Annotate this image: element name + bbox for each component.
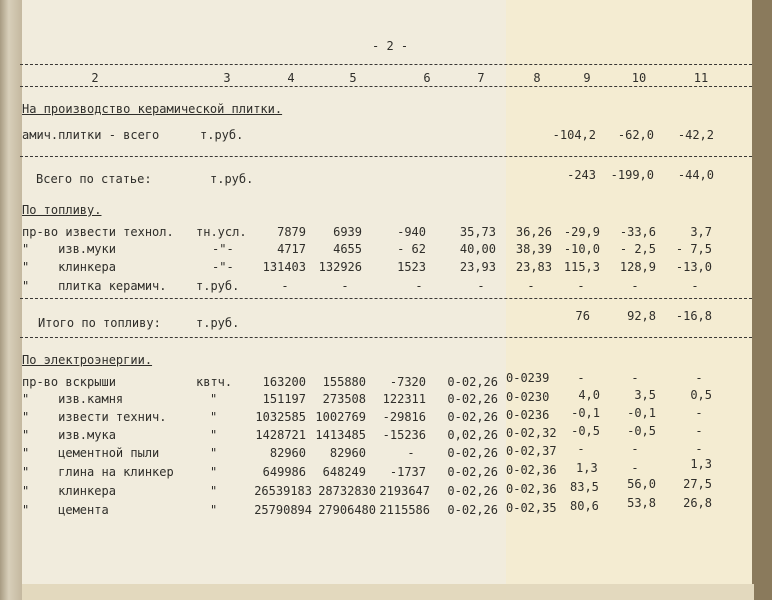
cell-col7: 0-02,26 [447, 446, 498, 460]
binder-edge [0, 0, 22, 600]
table-row-label: " клинкера [22, 484, 116, 498]
table-row-label: " клинкера [22, 260, 116, 274]
cell-col9: -0,5 [571, 424, 600, 438]
cell-col6: - [415, 279, 423, 293]
cell-col7: 35,73 [459, 225, 496, 239]
cell-col7: 23,93 [459, 260, 496, 274]
cell-col11: 3,7 [690, 225, 712, 239]
cell-col10: - 2,5 [619, 242, 656, 256]
cell-col9: - [577, 442, 585, 456]
cell-col8: 38,39 [515, 242, 552, 256]
cell-col10: -0,1 [627, 406, 656, 420]
table-row-label: " изв.камня [22, 392, 124, 406]
cell-col8: 0-02,35 [506, 501, 557, 515]
cell-col10: -33,6 [619, 225, 656, 239]
cell-col5: 1413485 [315, 428, 366, 442]
cell-col5: 28732830 [318, 484, 376, 498]
cell-col11: - [695, 424, 703, 438]
column-number-2: 2 [91, 71, 99, 85]
cell-col9: -104,2 [552, 128, 596, 142]
table-row-label: пр-во вскрыши [22, 375, 116, 389]
section-rule [20, 156, 752, 157]
cell-col9: -0,1 [571, 406, 600, 420]
section-heading-fuel: По топливу. [22, 203, 102, 217]
cell-col9: 80,6 [570, 499, 599, 513]
total-label: Всего по статье: [36, 172, 152, 186]
cell-col6: 1523 [397, 260, 426, 274]
cell-col9: 1,3 [576, 461, 598, 475]
total-unit: т.руб. [210, 172, 254, 186]
cell-col9: 115,3 [563, 260, 600, 274]
table-row-unit: -"- [212, 260, 234, 274]
total-col10: -199,0 [610, 168, 654, 182]
section-rule [20, 298, 752, 299]
cell-col10: 128,9 [619, 260, 656, 274]
cell-col11: - [691, 279, 699, 293]
cell-col8: 0-02,36 [506, 482, 557, 496]
cell-col4: 1428721 [255, 428, 306, 442]
cell-col7: 40,00 [459, 242, 496, 256]
cell-col6: -940 [397, 225, 426, 239]
table-row-label: пр-во извести технол. [22, 225, 174, 239]
table-row-unit: -"- [212, 242, 234, 256]
cell-col11: 26,8 [683, 496, 712, 510]
cell-col4: 25790894 [254, 503, 312, 517]
column-number-8: 8 [533, 71, 541, 85]
table-row-unit: " [210, 392, 218, 406]
cell-col10: - [631, 442, 639, 456]
total-col10: 92,8 [627, 309, 656, 323]
table-row-unit: " [210, 446, 218, 460]
column-number-4: 4 [287, 71, 295, 85]
cell-col4: 7879 [277, 225, 306, 239]
cell-col8: 0-0239 [506, 371, 550, 385]
table-row-label: " плитка керамич. [22, 279, 167, 293]
column-number-5: 5 [349, 71, 357, 85]
page-number: - 2 - [372, 39, 409, 53]
table-row-unit: " [210, 484, 218, 498]
cell-col11: -42,2 [677, 128, 714, 142]
scanner-background [752, 0, 772, 600]
cell-col10: -62,0 [617, 128, 654, 142]
column-number-6: 6 [423, 71, 431, 85]
cell-col5: - [341, 279, 349, 293]
cell-col9: - [577, 279, 585, 293]
header-rule-bottom [20, 86, 752, 87]
cell-col6: -1737 [389, 465, 426, 479]
total-col11: -16,8 [675, 309, 712, 323]
cell-col9: -29,9 [563, 225, 600, 239]
cell-col10: - [631, 279, 639, 293]
table-row-label: " глина на клинкер [22, 465, 174, 479]
column-number-11: 11 [693, 71, 709, 85]
column-number-9: 9 [583, 71, 591, 85]
table-row-unit: " [210, 428, 218, 442]
cell-col4: 151197 [262, 392, 306, 406]
cell-col5: 1002769 [315, 410, 366, 424]
column-number-3: 3 [223, 71, 231, 85]
row-unit: т.руб. [200, 128, 244, 142]
table-row-unit: тн.усл. [196, 225, 247, 239]
section-heading-electricity: По электроэнергии. [22, 353, 153, 367]
cell-col7: 0-02,26 [447, 503, 498, 517]
table-row-unit: т.руб. [196, 279, 240, 293]
cell-col10: - [631, 371, 639, 385]
cell-col6: - 62 [397, 242, 426, 256]
cell-col8: - [527, 279, 535, 293]
cell-col11: -13,0 [675, 260, 712, 274]
column-number-10: 10 [631, 71, 647, 85]
cell-col9: - [577, 371, 585, 385]
table-row-unit: " [210, 503, 218, 517]
cell-col6: - [407, 446, 415, 460]
cell-col4: 4717 [277, 242, 306, 256]
cell-col4: 649986 [262, 465, 306, 479]
cell-col4: - [281, 279, 289, 293]
cell-col8: 0-0236 [506, 408, 550, 422]
section-heading-ceramics: На производство керамической плитки. [22, 102, 283, 116]
cell-col11: - [695, 371, 703, 385]
cell-col5: 82960 [329, 446, 366, 460]
cell-col10: 56,0 [627, 477, 656, 491]
cell-col4: 26539183 [254, 484, 312, 498]
cell-col11: 0,5 [690, 388, 712, 402]
cell-col8: 0-0230 [506, 390, 550, 404]
cell-col9: -10,0 [563, 242, 600, 256]
cell-col8: 0-02,37 [506, 444, 557, 458]
cell-col8: 0-02,32 [506, 426, 557, 440]
cell-col11: - 7,5 [675, 242, 712, 256]
cell-col11: 27,5 [683, 477, 712, 491]
cell-col8: 0-02,36 [506, 463, 557, 477]
cell-col5: 273508 [322, 392, 366, 406]
cell-col4: 1032585 [255, 410, 306, 424]
table-row-unit: " [210, 410, 218, 424]
total-unit: т.руб. [196, 316, 240, 330]
cell-col6: 122311 [382, 392, 426, 406]
cell-col7: 0,02,26 [447, 428, 498, 442]
cell-col6: -7320 [389, 375, 426, 389]
cell-col7: 0-02,26 [447, 484, 498, 498]
table-row-label: " изв.муки [22, 242, 116, 256]
cell-col10: -0,5 [627, 424, 656, 438]
table-row-label: " извести технич. [22, 410, 167, 424]
cell-col7: 0-02,26 [447, 410, 498, 424]
table-row-label: " цементной пыли [22, 446, 160, 460]
cell-col7: 0-02,26 [447, 375, 498, 389]
row-label: амич.плитки - всего [22, 128, 160, 142]
cell-col5: 6939 [333, 225, 362, 239]
cell-col10: - [631, 461, 639, 475]
cell-col5: 27906480 [318, 503, 376, 517]
column-number-7: 7 [477, 71, 485, 85]
cell-col5: 132926 [318, 260, 362, 274]
cell-col11: 1,3 [690, 457, 712, 471]
cell-col6: -29816 [382, 410, 426, 424]
cell-col11: - [695, 442, 703, 456]
cell-col5: 155880 [322, 375, 366, 389]
table-row-label: " изв.мука [22, 428, 116, 442]
total-col11: -44,0 [677, 168, 714, 182]
cell-col5: 648249 [322, 465, 366, 479]
cell-col6: 2193647 [379, 484, 430, 498]
cell-col9: 4,0 [578, 388, 600, 402]
header-rule-top [20, 64, 752, 65]
table-row-label: " цемента [22, 503, 109, 517]
total-col9: -243 [567, 168, 596, 182]
paper-bottom-strip [22, 584, 754, 600]
cell-col8: 36,26 [515, 225, 552, 239]
table-row-unit: квтч. [196, 375, 233, 389]
section-rule [20, 337, 752, 338]
cell-col10: 3,5 [634, 388, 656, 402]
cell-col4: 82960 [269, 446, 306, 460]
cell-col11: - [695, 406, 703, 420]
cell-col5: 4655 [333, 242, 362, 256]
cell-col7: - [477, 279, 485, 293]
cell-col7: 0-02,26 [447, 392, 498, 406]
cell-col10: 53,8 [627, 496, 656, 510]
cell-col4: 131403 [262, 260, 306, 274]
cell-col8: 23,83 [515, 260, 552, 274]
cell-col9: 83,5 [570, 480, 599, 494]
table-row-unit: " [210, 465, 218, 479]
cell-col6: 2115586 [379, 503, 430, 517]
total-col9: 76 [575, 309, 590, 323]
total-label: Итого по топливу: [38, 316, 161, 330]
cell-col4: 163200 [262, 375, 306, 389]
cell-col6: -15236 [382, 428, 426, 442]
cell-col7: 0-02,26 [447, 465, 498, 479]
